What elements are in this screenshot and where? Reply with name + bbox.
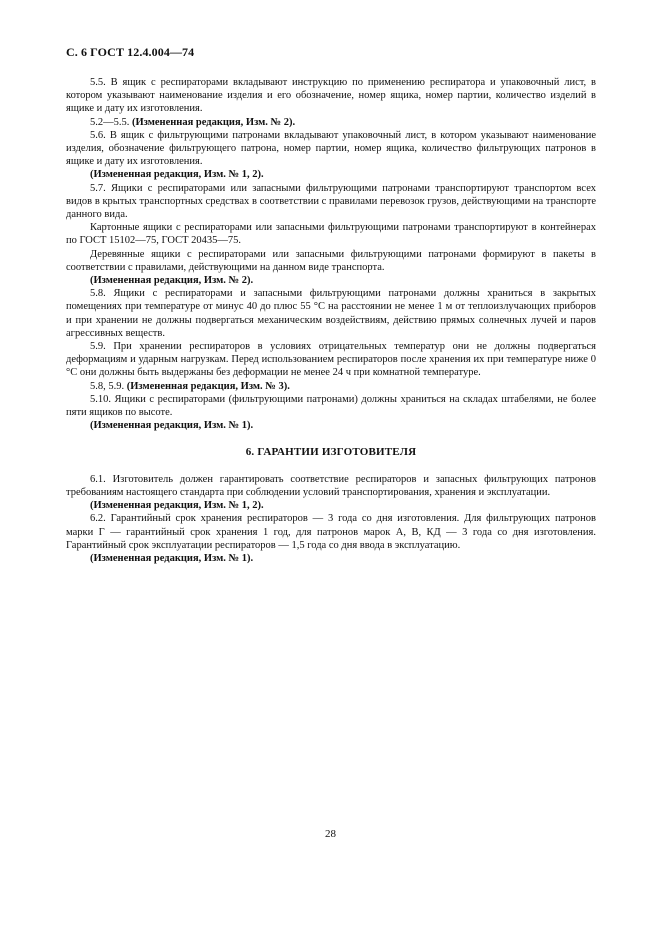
document-body [66, 76, 596, 565]
amendment-note-6-2 [66, 552, 596, 565]
paragraph-5-6: 5.6. В ящик с фильтрующими патронами вкладывают упаковочный лист, в котором указывают наименование изделия, обозначение фильтрующего патрона, номер партии, номер ящика, количество фильтрующих патронов в ящике и дату их изготовления. [66, 129, 596, 168]
page-number: 28 [325, 828, 336, 840]
amendment-note-5-7 [66, 274, 596, 287]
paragraph-5-8: 5.8. Ящики с респираторами и запасными фильтрующими патронами должны храниться в закрытых помещениях при температуре от минус 40 до плюс 55 °С на расстоянии не менее 1 м от теплоизлучающих приборов и при хранении не должны подвергаться механическим воздействиям, действию прямых солнечных лучей и паров агрессивных веществ. [66, 288, 596, 339]
amendment-text: (Измененная редакция, Изм. № 1). [90, 552, 254, 564]
paragraph-6-1: 6.1. Изготовитель должен гарантировать соответствие респираторов и запасных фильтрующих патронов требованиям настоящего стандарта при соблюдении условий транспортирования, хранения и эксплуатации. [66, 473, 596, 498]
amendment-note-5-6 [66, 168, 596, 181]
amendment-text: (Измененная редакция, Изм. № 2). [90, 275, 254, 287]
paragraph-5-7-wooden: Деревянные ящики с респираторами или запасными фильтрующими патронами формируют в пакеты в соответствии с правилами, действующими на данном виде транспорта. [66, 248, 596, 273]
page-header: С. 6 ГОСТ 12.4.004—74 [66, 45, 195, 59]
paragraph-6-2: 6.2. Гарантийный срок хранения респираторов — 3 года со дня изготовления. Для фильтрующих патронов марки Г — гарантийный срок хранения 1 год, для патронов марок А, В, КД — 3 года со дня изготовления. Гарантийный срок эксплуатации респираторов — 1,5 года со дня ввода в эксплуатацию. [66, 513, 596, 551]
paragraph-5-10: 5.10. Ящики с респираторами (фильтрующими патронами) должны храниться на складах штабелями, не более пяти ящиков по высоте. [66, 393, 596, 419]
amendment-text: (Измененная редакция, Изм. № 3). [126, 380, 290, 392]
paragraph-5-7-cardboard: Картонные ящики с респираторами или запасными фильтрующими патронами транспортируют в контейнерах по ГОСТ 15102—75, ГОСТ 20435—75. [66, 222, 596, 247]
amendment-note-5-8-5-9 [66, 380, 596, 393]
amendment-clause-ref: 5.8, 5.9. [90, 380, 127, 392]
paragraph-5-9: 5.9. При хранении респираторов в условиях отрицательных температур они не должны подвергаться деформациям и ударным нагрузкам. Перед использованием респираторов после хранения их при температуре ниже 0 °С они должны быть выдержаны без деформации не менее 24 ч при комнатной температуре. [66, 341, 596, 379]
amendment-note-6-1 [66, 499, 596, 512]
paragraph-5-7: 5.7. Ящики с респираторами или запасными фильтрующими патронами транспортируют транспортом всех видов в крытых транспортных средствах в соответствии с правилами перевозок грузов, действующими на транспорте данного вида. [66, 182, 596, 221]
amendment-text: (Измененная редакция, Изм. № 2). [132, 116, 296, 128]
paragraph-5-5: 5.5. В ящик с респираторами вкладывают инструкцию по применению респиратора и упаковочный лист, в котором указывают наименование изделия и его обозначение, номер ящика, номер партии, количество изделий в ящике и дату их изготовления. [66, 77, 596, 115]
amendment-clause-ref: 5.2—5.5. [90, 116, 132, 128]
amendment-note-5-10 [66, 419, 596, 432]
amendment-text: (Измененная редакция, Изм. № 1). [90, 420, 254, 432]
amendment-text: (Измененная редакция, Изм. № 1, 2). [90, 169, 264, 181]
section-title-6: 6. ГАРАНТИИ ИЗГОТОВИТЕЛЯ [245, 446, 417, 459]
amendment-note-5-2-5-5 [66, 116, 596, 129]
amendment-text: (Измененная редакция, Изм. № 1, 2). [90, 500, 264, 512]
